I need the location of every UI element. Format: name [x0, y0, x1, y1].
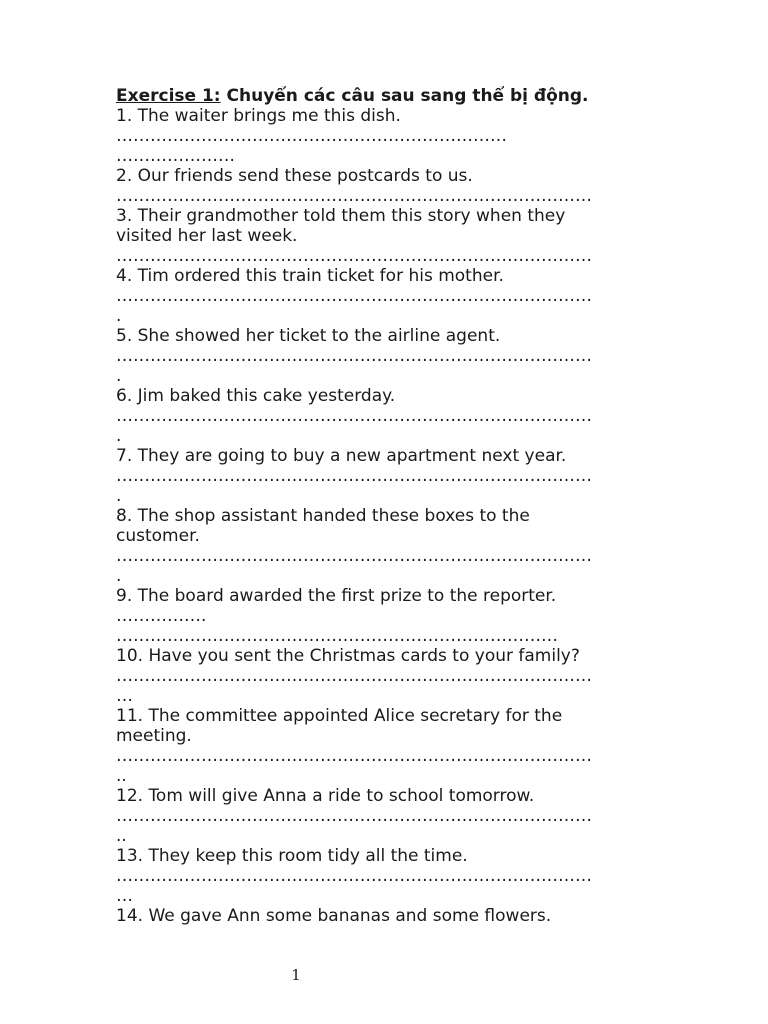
- text-line: visited her last week.: [116, 226, 298, 246]
- answer-line: ..: [116, 766, 127, 786]
- answer-line: …: [116, 686, 133, 706]
- text-line: 1. The waiter brings me this dish.: [116, 106, 401, 126]
- answer-line: …………….: [116, 606, 207, 626]
- exercise-label: Exercise 1:: [116, 86, 221, 106]
- exercise-heading: [116, 86, 656, 106]
- answer-line: …………………………………………………………………………: [116, 186, 592, 206]
- answer-line: …: [116, 886, 133, 906]
- answer-line: ..: [116, 826, 127, 846]
- text-line: 10. Have you sent the Christmas cards to your family?: [116, 646, 580, 666]
- worksheet: [116, 86, 656, 926]
- answer-line: …………………………………………………………………………: [116, 286, 592, 306]
- text-line: 5. She showed her ticket to the airline agent.: [116, 326, 501, 346]
- text-line: 9. The board awarded the first prize to the reporter.: [116, 586, 557, 606]
- answer-line: .: [116, 566, 122, 586]
- text-line: meeting.: [116, 726, 192, 746]
- page-number: 1: [291, 966, 301, 984]
- answer-line: ……………………………………………………………: [116, 126, 507, 146]
- answer-line: …………………………………………………………………………: [116, 746, 592, 766]
- text-line: 2. Our friends send these postcards to us.: [116, 166, 473, 186]
- answer-line: …………………………………………………………………………: [116, 806, 592, 826]
- text-line: 13. They keep this room tidy all the time.: [116, 846, 468, 866]
- answer-line: …………………………………………………………………………: [116, 346, 592, 366]
- exercise-instruction: Chuyển các câu sau sang thể bị động.: [220, 86, 589, 106]
- answer-line: …………………………………………………………………………: [116, 246, 592, 266]
- text-line: 8. The shop assistant handed these boxes to the: [116, 506, 530, 526]
- text-line: 4. Tim ordered this train ticket for his mother.: [116, 266, 504, 286]
- answer-line: …………………………………………………………………………: [116, 546, 592, 566]
- text-line: customer.: [116, 526, 200, 546]
- answer-line: .: [116, 306, 122, 326]
- answer-line: .: [116, 426, 122, 446]
- text-line: 11. The committee appointed Alice secretary for the: [116, 706, 563, 726]
- text-line: 7. They are going to buy a new apartment next year.: [116, 446, 567, 466]
- answer-line: …………………………………………………………………………: [116, 406, 592, 426]
- answer-line: .: [116, 366, 122, 386]
- answer-line: …………………………………………………………………………: [116, 866, 592, 886]
- text-line: 14. We gave Ann some bananas and some flowers.: [116, 906, 552, 926]
- answer-line: …………………: [116, 146, 235, 166]
- text-line: 12. Tom will give Anna a ride to school tomorrow.: [116, 786, 535, 806]
- text-line: 3. Their grandmother told them this story when they: [116, 206, 566, 226]
- text-line: 6. Jim baked this cake yesterday.: [116, 386, 396, 406]
- answer-line: …………………………………………………………………………: [116, 466, 592, 486]
- answer-line: …………………………………………………………………………: [116, 666, 592, 686]
- answer-line: ……………………………………………………………………: [116, 626, 558, 646]
- answer-line: .: [116, 486, 122, 506]
